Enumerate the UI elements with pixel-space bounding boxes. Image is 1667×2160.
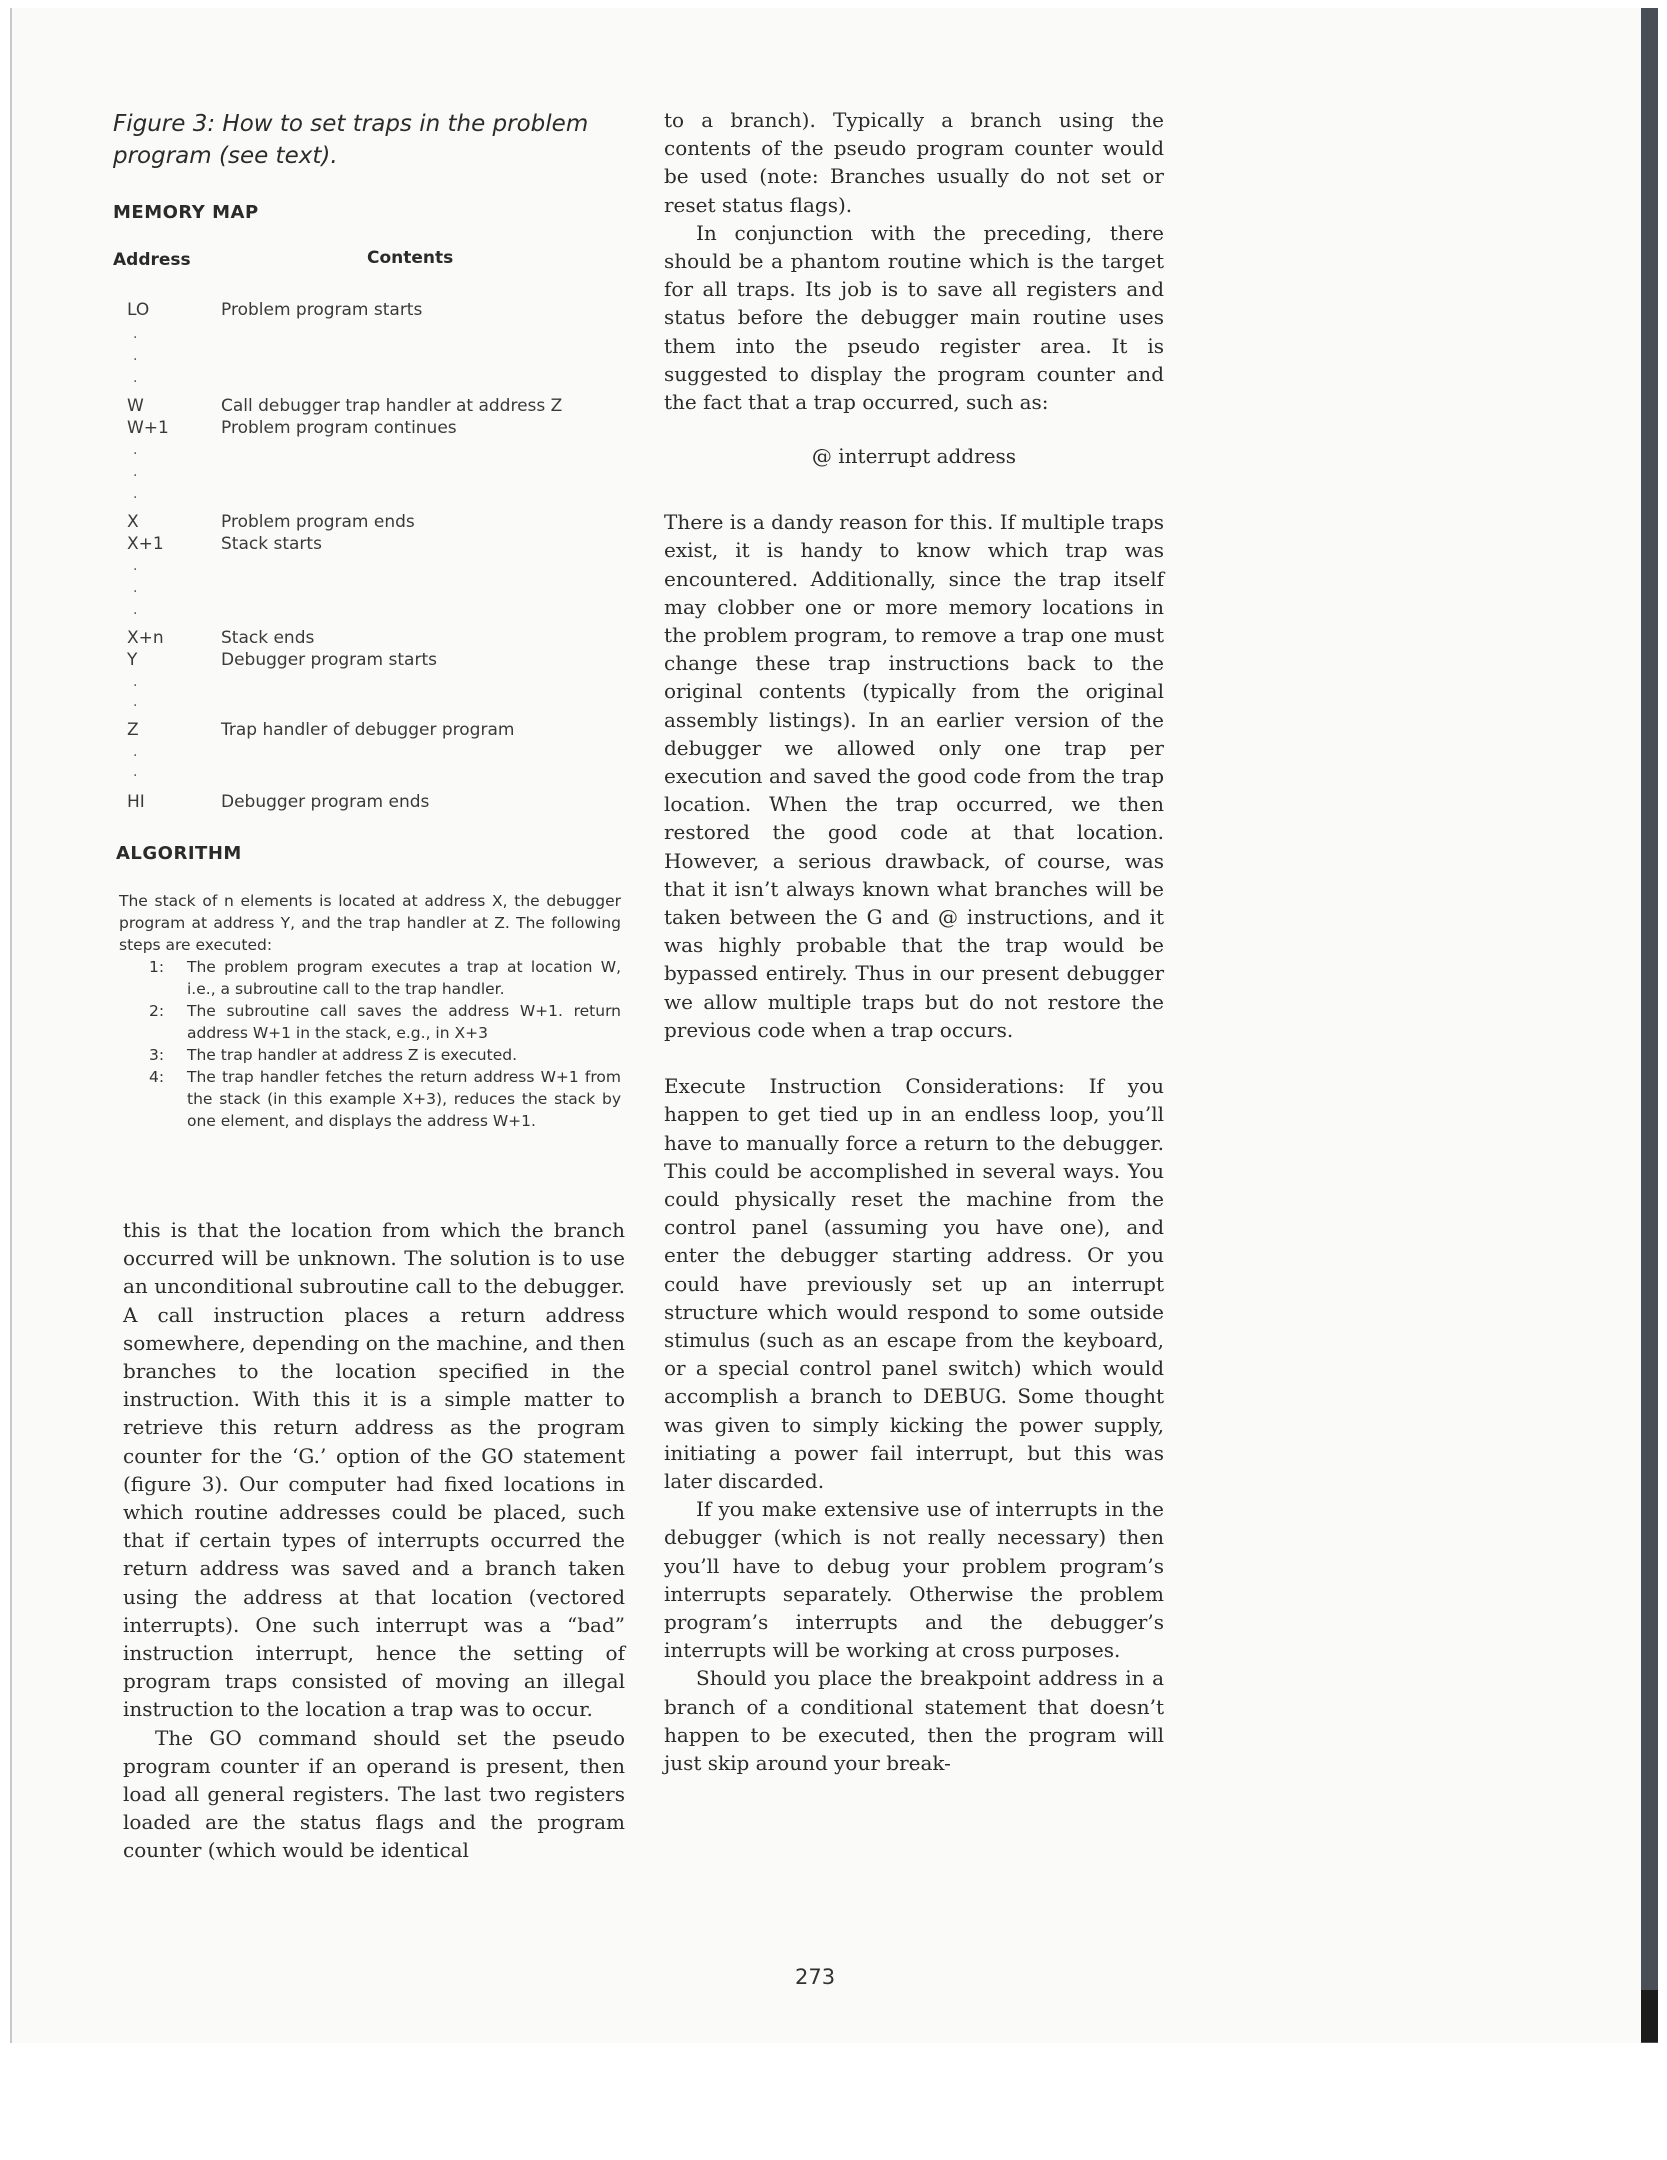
memory-address: Z [127,720,139,740]
page-edge-bottom [1641,1990,1658,2042]
memory-address: X+1 [127,534,164,554]
algorithm-step [119,1044,621,1066]
right-column [664,106,1164,1777]
interrupt-display-example: @ interrupt address [811,444,1017,469]
algorithm-step [119,1000,621,1044]
body-paragraph [664,1072,1164,1495]
section-text: If you happen to get tied up in an endless loop, you’ll have to manually force a return to the debugger. This could be accomplished in several ways. You could physically reset the machine from the control panel (assuming you have one), and enter the debugger starting address. Or you could have previously set up an interrupt structure which would respond to some outside stimulus (such as an escape from the keyboard, or a special control panel switch) which would accomplish a branch to DEBUG. Some thought was given to simply kicking the power supply, initiating a power fail interrupt, but this was later discarded. [664,1074,1164,1493]
step-number: 3: [149,1046,165,1064]
memory-content: Debugger program starts [221,650,437,670]
body-paragraph: The GO command should set the pseudo program counter if an operand is present, then load all general registers. The last two registers loaded are the status flags and the program counter (which would be identical [123,1725,625,1863]
memory-content: Stack ends [221,628,315,648]
algorithm-title: ALGORITHM [116,843,242,864]
memory-content: Problem program ends [221,512,415,532]
ellipsis-dot: . [133,442,138,458]
body-paragraph: this is that the location from which the branch occurred will be unknown. The solution is to use an unconditional subroutine call to the debugger. A call instruction places a return address somewhere, depending on the machine, and then branches to the location specified in the instruction. With this it is a simple matter to retrieve this return address as the program counter for the ‘G.’ option of the GO statement (figure 3). Our computer had fixed locations in which routine addresses could be placed, such that if certain types of interrupts occurred the return address was saved and a branch taken using the address at that location (vectored interrupts). One such interrupt was a “bad” instruction interrupt, hence the setting of program traps consisted of moving an illegal instruction to the location a trap was to occur. [123,1218,625,1722]
algorithm-intro: The stack of n elements is located at address X, the debugger program at address Y, and the trap handler at Z. The following steps are executed: [119,892,621,954]
ellipsis-dot: . [133,558,138,574]
memory-row [113,650,633,674]
memory-row [113,628,633,652]
memory-row [113,792,633,816]
page-number: 273 [795,1965,836,1989]
body-paragraph: In conjunction with the preceding, there should be a phantom routine which is the target for all traps. Its job is to save all registers and status before the debugger main routine uses them into the pseudo register area. It is suggested to display the program counter and the fact that a trap occurred, such as: [664,220,1164,415]
memory-row [113,512,633,536]
body-paragraph: If you make extensive use of interrupts in the debugger (which is not really necessary) then you’ll have to debug your problem program’s interrupts separately. Otherwise the problem program’s interrupts and the debugger’s interrupts will be working at cross purposes. [664,1497,1164,1663]
step-text: The trap handler fetches the return address W+1 from the stack (in this example X+3), reduces the stack by one element, and displays the address W+1. [187,1068,621,1130]
memory-row [113,720,633,744]
memory-row [113,534,633,558]
algorithm-step [119,1066,621,1132]
ellipsis-dot: . [133,602,138,618]
memory-row [113,418,633,442]
ellipsis-dot: . [133,580,138,596]
ellipsis-dot: . [133,764,138,780]
memory-content: Trap handler of debugger program [221,720,515,740]
ellipsis-dot: . [133,674,138,690]
memory-content: Problem program continues [221,418,457,438]
body-paragraph: There is a dandy reason for this. If multiple traps exist, it is handy to know which trap was encountered. Additionally, since the trap itself may clobber one or more memory locations in the problem program, to remove a trap one must change these trap instructions back to the original contents (typically from the original assembly listings). In an earlier version of the debugger we allowed only one trap per execution and saved the good code from the trap location. When the trap occurred, we then restored the good code at that location. However, a serious drawback, of course, was that it isn’t always known what branches will be taken between the G and @ instructions, and it was highly probable that the trap would be bypassed entirely. Thus in our present debugger we allow multiple traps but do not restore the previous code when a trap occurs. [664,510,1165,1042]
body-paragraph: Should you place the breakpoint address in a branch of a conditional statement that doesn’t happen to be executed, then the program will just skip around your break- [664,1666,1164,1775]
memory-row [113,396,633,420]
figure-caption: Figure 3: How to set traps in the problem program (see text). [113,111,589,169]
memory-content: Debugger program ends [221,792,430,812]
ellipsis-dot: . [133,464,138,480]
memory-content: Call debugger trap handler at address Z [221,396,563,416]
page-edge-shadow [1641,8,1658,2043]
section-lead-in: Execute Instruction Considerations: [664,1074,1065,1099]
ellipsis-dot: . [133,486,138,502]
contents-column-header: Contents [367,248,454,268]
memory-content: Stack starts [221,534,322,554]
step-number: 1: [149,958,165,976]
body-paragraph: to a branch). Typically a branch using the contents of the pseudo program counter would be used (note: Branches usually do not set or reset status flags). [664,108,1164,217]
step-text: The subroutine call saves the address W+1. return address W+1 in the stack, e.g., in X+3 [187,1002,621,1042]
memory-address: Y [127,650,138,670]
ellipsis-dot: . [133,370,138,386]
algorithm-step [119,956,621,1000]
memory-address: LO [127,300,150,320]
memory-address: HI [127,792,145,812]
step-text: The problem program executes a trap at location W, i.e., a subroutine call to the trap handler. [187,958,621,998]
ellipsis-dot: . [133,326,138,342]
memory-address: W+1 [127,418,169,438]
memory-address: X [127,512,139,532]
step-text: The trap handler at address Z is executed. [187,1046,517,1064]
step-number: 2: [149,1002,165,1020]
ellipsis-dot: . [133,348,138,364]
step-number: 4: [149,1068,165,1086]
memory-content: Problem program starts [221,300,423,320]
left-body-text [123,1216,625,1865]
ellipsis-dot: . [133,744,138,760]
memory-address: X+n [127,628,164,648]
memory-row [113,300,633,324]
memory-address: W [127,396,144,416]
algorithm-text [119,890,621,1132]
address-column-header: Address [113,250,191,270]
left-column [113,108,625,1863]
algorithm-steps [119,956,621,1132]
ellipsis-dot: . [133,694,138,710]
memory-map-title: MEMORY MAP [113,202,259,223]
